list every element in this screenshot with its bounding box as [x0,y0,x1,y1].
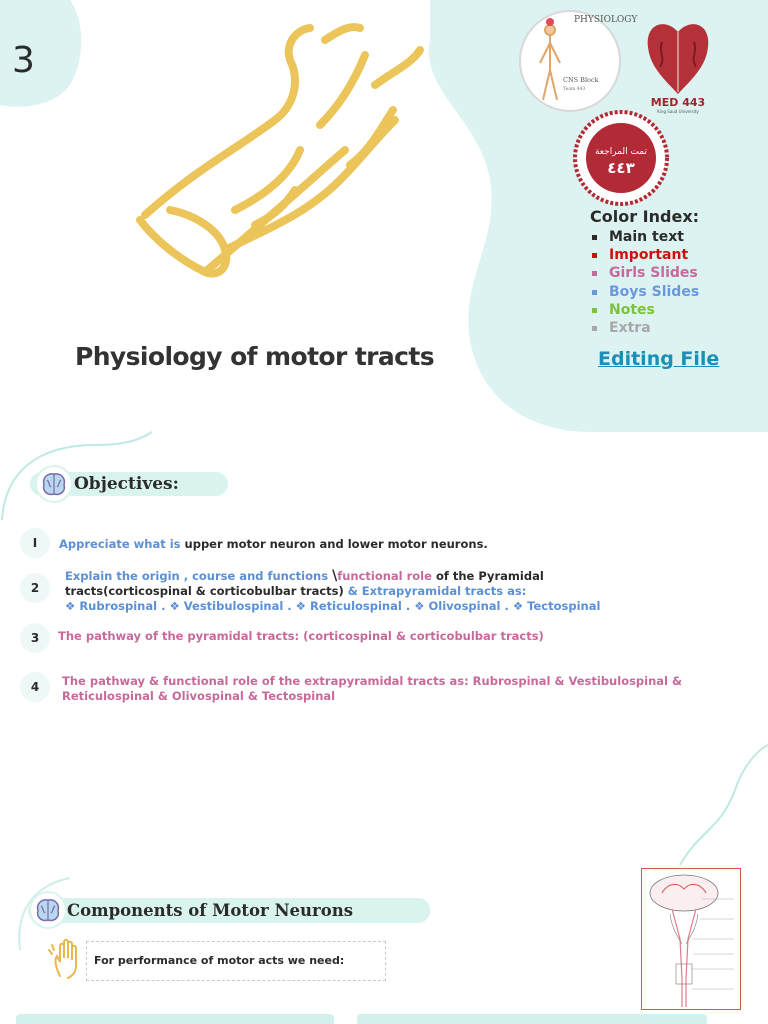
bottom-right-wave-line [680,745,768,865]
objectives-heading: Objectives: [74,474,179,494]
objective-item-1: Appreciate what is upper motor neuron and lower motor neurons. [59,537,488,551]
med-logo-subtext: King Saud University [657,109,699,114]
med-443-logo [640,12,716,114]
bullet-square-icon [592,308,597,313]
motor-tract-diagram-image [642,869,740,1009]
editing-file-link[interactable]: Editing File [598,348,720,370]
review-seal-logo [571,110,671,206]
physiology-seal-team: Team 443 [563,87,586,92]
objective-number-3: 3 [20,623,50,653]
brain-icon [28,891,68,929]
color-index-item-important: Important [592,246,699,264]
performance-text: For performance of motor acts we need: [94,954,345,967]
bullet-square-icon [592,290,597,295]
physiology-seal-logo [516,8,638,114]
axon-illustration [125,10,425,290]
bullet-square-icon [592,326,597,331]
objective-number-2: 2 [20,573,50,603]
color-index-item-boys: Boys Slides [592,283,699,301]
objective-item-3: The pathway of the pyramidal tracts: (corticospinal & corticobulbar tracts) [58,629,544,643]
review-seal-text: تمت المراجعة [594,147,648,157]
color-index-item-girls: Girls Slides [592,264,699,282]
physiology-seal-text: PHYSIOLOGY [574,15,638,25]
objective-number-4: 4 [20,672,50,702]
physiology-seal-subtext: CNS Block [563,76,599,84]
color-index-item-main: Main text [592,228,699,246]
components-heading: Components of Motor Neurons [67,901,354,920]
bullet-square-icon [592,235,597,240]
color-index-item-extra: Extra [592,319,699,337]
color-index-item-notes: Notes [592,301,699,319]
page-number: 3 [12,40,35,81]
bottom-panel-left [16,1014,334,1024]
brain-icon [34,465,74,503]
color-index-title: Color Index: [590,207,700,226]
bullet-square-icon [592,271,597,276]
hand-icon [48,938,88,980]
objective-number-1: I [20,528,50,558]
bottom-panel-right [357,1014,707,1024]
color-index-list [592,228,699,337]
motor-tract-diagram [641,868,741,1010]
med-logo-text: MED 443 [650,96,706,109]
objective-item-4: The pathway & functional role of the extrapyramidal tracts as: Rubrospinal & Vestibulospinal & Reticulospinal & Olivospinal & Tectospinal [62,674,683,703]
bullet-square-icon [592,253,597,258]
objective-item-2: Explain the origin , course and functions \functional role of the Pyramidal tracts(corticospinal & corticobulbar tracts) & Extrapyramidal tracts as: ❖ Rubrospinal . ❖ Vestibulospinal . ❖ Reticulospinal . ❖ Olivospinal . ❖ Tectospinal [65,568,601,613]
page-title: Physiology of motor tracts [75,342,435,371]
review-seal-number: ٤٤٣ [607,159,635,177]
